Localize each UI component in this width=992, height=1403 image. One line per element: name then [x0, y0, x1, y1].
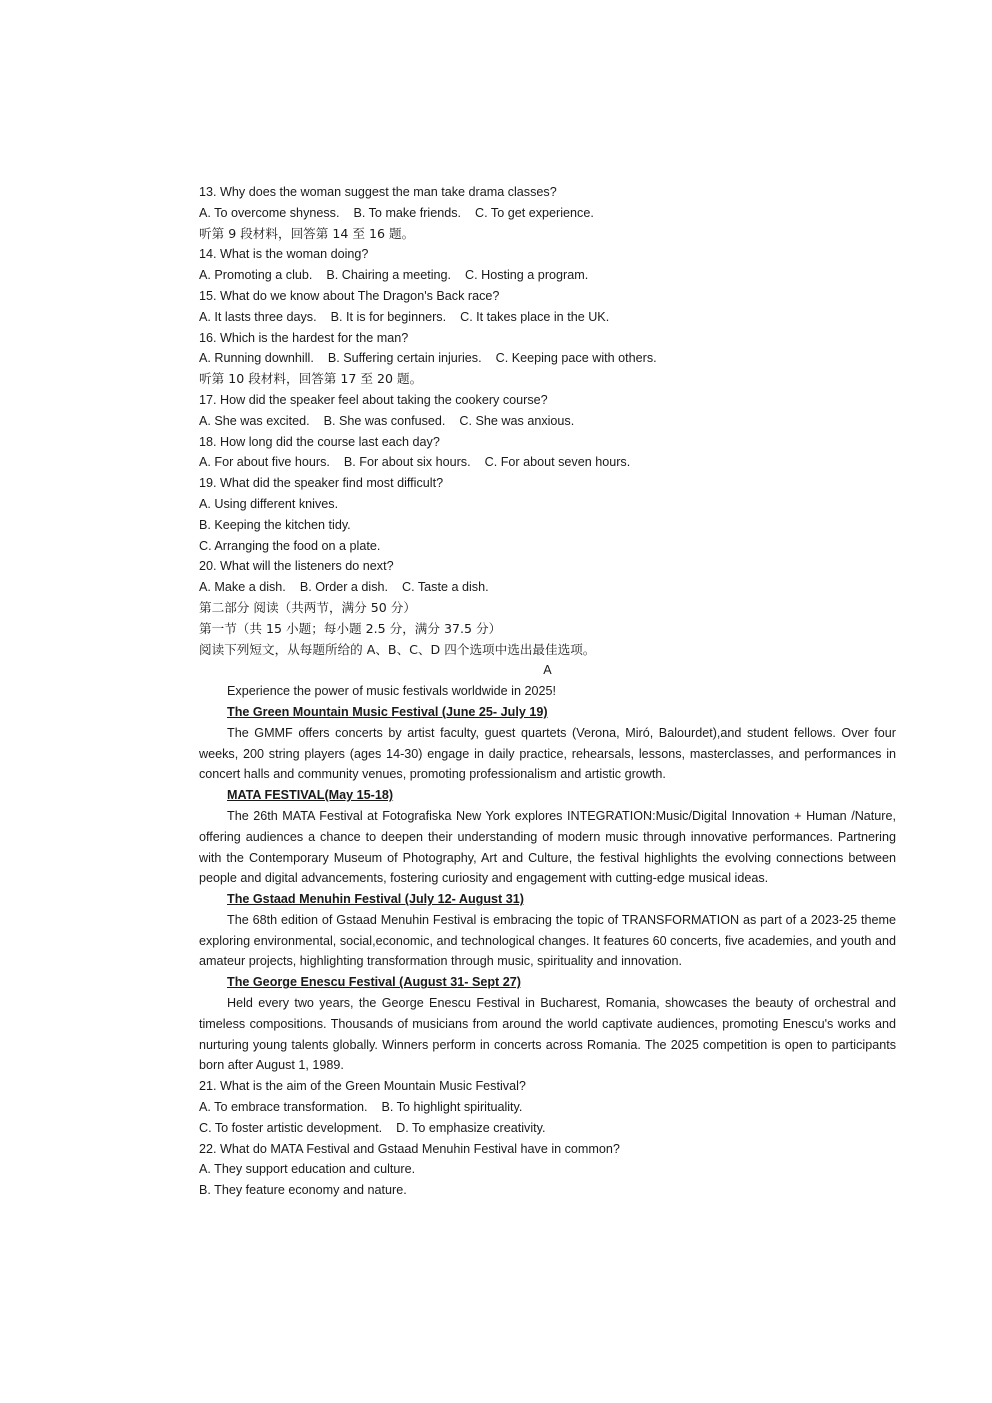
question-text: 21. What is the aim of the Green Mountain Music Festival? — [199, 1079, 526, 1094]
question-text: 14. What is the woman doing? — [199, 247, 369, 262]
option-row — [199, 265, 896, 286]
answer-option: C. Hosting a program. — [465, 268, 589, 283]
option-row — [199, 1097, 896, 1118]
question-text: A. They support education and culture. — [199, 1162, 416, 1177]
festival-heading: MATA FESTIVAL(May 15-18) — [227, 788, 394, 803]
option-row — [199, 577, 896, 598]
answer-option: C. Taste a dish. — [402, 580, 489, 595]
answer-option: B. She was confused. — [323, 413, 446, 428]
answer-option: C. Keeping pace with others. — [495, 351, 657, 366]
answer-option: B. To make friends. — [353, 205, 462, 220]
part2-title: 第二部分 阅读（共两节，满分 50 分） — [199, 599, 416, 615]
answer-option: A. Promoting a club. — [199, 268, 313, 283]
festival-description: The 26th MATA Festival at Fotografiska New York explores INTEGRATION:Music/Digital Innovation + Human /Nature, offering audiences a chance to deepen their understanding of modern music through innovative performances. Partnering with the Contemporary Museum of Photography, Art and Culture, the festival highlights the evolving connections between people and digital advancements, fostering curiosity and engagement with cutting-edge musical ideas. — [199, 808, 896, 886]
question-text: 22. What do MATA Festival and Gstaad Menuhin Festival have in common? — [199, 1141, 620, 1156]
option-row — [199, 452, 896, 473]
answer-option: A. Running downhill. — [199, 351, 314, 366]
answer-option: D. To emphasize creativity. — [396, 1120, 546, 1135]
festival-description: Held every two years, the George Enescu Festival in Bucharest, Romania, showcases the beauty of orchestral and timeless compositions. Thousands of musicians from around the world captivate audiences, promoting Enescu's works and nurturing young talents globally. Winners perform in concerts across Romania. The 2025 competition is open to participants born after August 1, 1989. — [199, 996, 896, 1073]
answer-option: A. To overcome shyness. — [199, 205, 340, 220]
answer-option: A. Make a dish. — [199, 580, 286, 595]
question-text: 20. What will the listeners do next? — [199, 559, 394, 574]
exam-page — [199, 182, 896, 1201]
answer-option: B. Suffering certain injuries. — [327, 351, 482, 366]
section1-title: 第一节（共 15 小题；每小题 2.5 分，满分 37.5 分） — [199, 620, 502, 636]
question-text: 19. What did the speaker find most difficult? — [199, 476, 444, 491]
answer-option: A. For about five hours. — [199, 455, 330, 470]
section-instruction: 听第 9 段材料，回答第 14 至 16 题。 — [199, 225, 415, 241]
reading-questions — [199, 1076, 896, 1201]
question-text: B. They feature economy and nature. — [199, 1183, 407, 1198]
passage-intro: Experience the power of music festivals worldwide in 2025! — [227, 684, 556, 699]
answer-option: A. It lasts three days. — [199, 309, 317, 324]
festival-description: The GMMF offers concerts by artist faculty, guest quartets (Verona, Miró, Balourdet),and student fellows. Over four weeks, 200 string players (ages 14-30) engage in daily practice, rehearsals, lessons, masterclasses, and performances in concert halls and community venues, promoting professionalism and artistic growth. — [199, 725, 896, 782]
answer-option: B. Chairing a meeting. — [326, 268, 452, 283]
question-text: 13. Why does the woman suggest the man take drama classes? — [199, 185, 557, 199]
reading-instruction: 阅读下列短文，从每题所给的 A、B、C、D 四个选项中选出最佳选项。 — [199, 641, 596, 657]
festival-list — [199, 702, 896, 1076]
festival-description: The 68th edition of Gstaad Menuhin Festival is embracing the topic of TRANSFORMATION as part of a 2023-25 theme exploring environmental, social,economic, and technological changes. It features 60 concerts, five academies, and youth and amateur projects, highlighting transformation through music, spirituality and innovation. — [199, 912, 896, 969]
question-text: B. Keeping the kitchen tidy. — [199, 517, 351, 532]
question-text: 15. What do we know about The Dragon's Back race? — [199, 288, 500, 303]
answer-option: B. It is for beginners. — [330, 309, 447, 324]
option-row — [199, 307, 896, 328]
question-text: 18. How long did the course last each day? — [199, 434, 440, 449]
section-instruction: 听第 10 段材料，回答第 17 至 20 题。 — [199, 371, 423, 387]
question-text: 16. Which is the hardest for the man? — [199, 330, 409, 345]
answer-option: B. Order a dish. — [299, 580, 389, 595]
question-text: A. Using different knives. — [199, 496, 339, 511]
question-text: C. Arranging the food on a plate. — [199, 538, 381, 553]
answer-option: C. She was anxious. — [459, 413, 575, 428]
festival-heading: The Green Mountain Music Festival (June 25- July 19) — [227, 704, 548, 719]
festival-heading: The George Enescu Festival (August 31- Sept 27) — [227, 975, 521, 990]
answer-option: C. It takes place in the UK. — [460, 309, 610, 324]
answer-option: C. To get experience. — [475, 205, 594, 220]
answer-option: A. She was excited. — [199, 413, 310, 428]
option-row — [199, 1118, 896, 1139]
festival-heading: The Gstaad Menuhin Festival (July 12- August 31) — [227, 892, 524, 907]
passage-label: A — [543, 663, 552, 678]
option-row — [199, 411, 896, 432]
answer-option: A. To embrace transformation. — [199, 1100, 368, 1115]
option-row — [199, 203, 896, 224]
answer-option: C. For about seven hours. — [484, 455, 631, 470]
option-row — [199, 348, 896, 369]
answer-option: B. For about six hours. — [343, 455, 471, 470]
answer-option: B. To highlight spirituality. — [381, 1100, 523, 1115]
answer-option: C. To foster artistic development. — [199, 1120, 383, 1135]
question-text: 17. How did the speaker feel about taking the cookery course? — [199, 392, 548, 407]
listening-section — [199, 182, 896, 598]
